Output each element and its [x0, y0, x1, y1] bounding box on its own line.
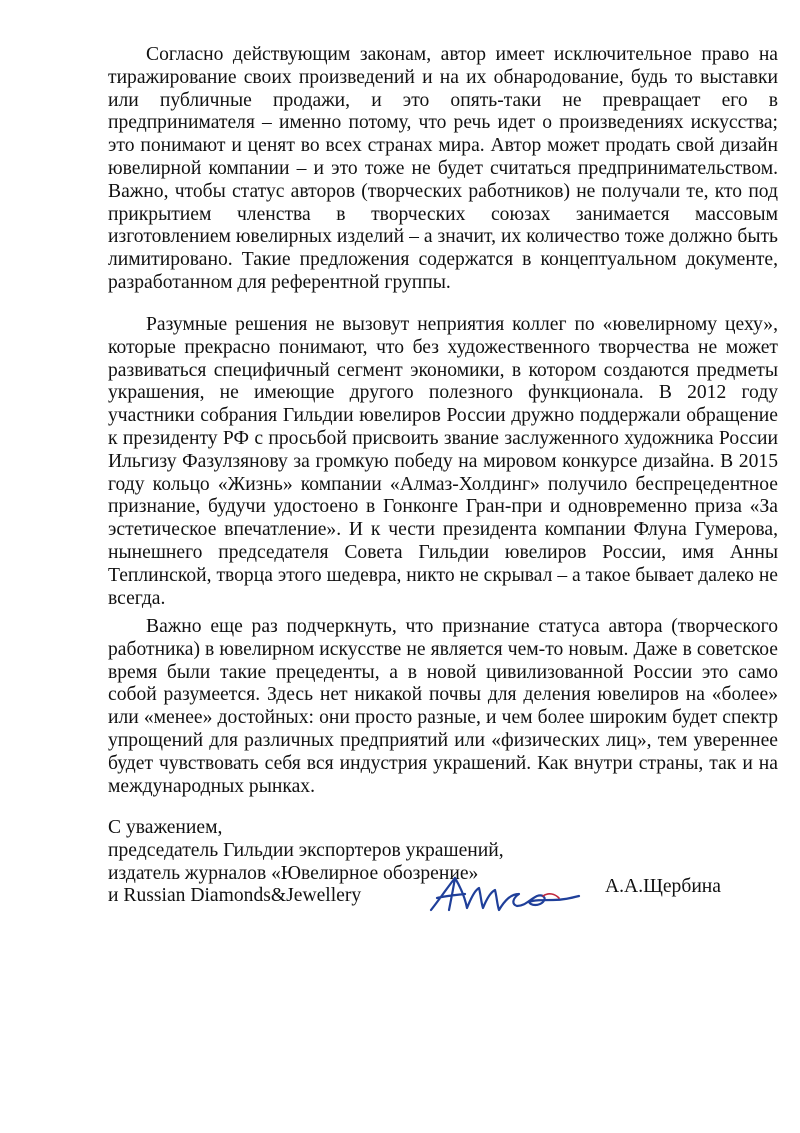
closing-title-3: и Russian Diamonds&Jewellery [108, 885, 362, 907]
closing-greeting: С уважением, [108, 817, 223, 838]
signer-name: А.А.Щербина [605, 876, 721, 897]
paragraph-2: Разумные решения не вызовут неприятия коллег по «ювелирному цеху», которые прекрасно понимают, что без художественного творчества не может развиваться специфичный сегмент экономики, в котором создаются предметы украшения, не имеющие другого полезного функционала. В 2012 году участники собрания Гильдии ювелиров России дружно поддержали обращение к президенту РФ с просьбой присвоить звание заслуженного художника России Ильгизу Фазулзянову за громкую победу на мировом конкурсе дизайна. В 2015 году кольцо «Жизнь» компании «Алмаз-Холдинг» получило беспрецедентное признание, будучи удостоено в Гонконге Гран-при и одновременно приза «За эстетическое впечатление». И к чести президента компании Флуна Гумерова, нынешнего председателя Совета Гильдии ювелиров России, имя Анны Теплинской, творца этого шедевра, никто не скрывал – а такое бывает далеко не всегда. [108, 314, 778, 609]
paragraph-1: Согласно действующим законам, автор имеет исключительное право на тиражирование своих произведений и на их обнародование, будь то выставки или публичные продажи, и это опять-таки не превращает его в предпринимателя – именно потому, что речь идет о произведениях искусства; это понимают и ценят во всех странах мира. Автор может продать свой дизайн ювелирной компании – и это тоже не будет считаться предпринимательством. Важно, чтобы статус авторов (творческих работников) не получали те, кто под прикрытием членства в творческих союзах занимается массовым изготовлением ювелирных изделий – а значит, их количество тоже должно быть лимитировано. Такие предложения содержатся в концептуальном документе, разработанном для референтной группы. [108, 44, 778, 293]
closing-title-2: издатель журналов «Ювелирное обозрение» [108, 862, 479, 884]
paragraph-3: Важно еще раз подчеркнуть, что признание статуса автора (творческого работника) в ювелирном искусстве не является чем-то новым. Даже в советское время были такие прецеденты, а в новой цивилизованной России это само собой разумеется. Здесь нет никакой почвы для деления ювелиров на «более» или «менее» достойных: они просто разные, и чем более широким будет спектр упрощений для различных предприятий или «физических лиц», тем увереннее будет чувствовать себя вся индустрия украшений. Как внутри страны, так и на международных рынках. [108, 616, 778, 797]
handwritten-signature-icon [425, 870, 585, 920]
closing-title-1: председатель Гильдии экспортеров украшений, [108, 839, 504, 861]
